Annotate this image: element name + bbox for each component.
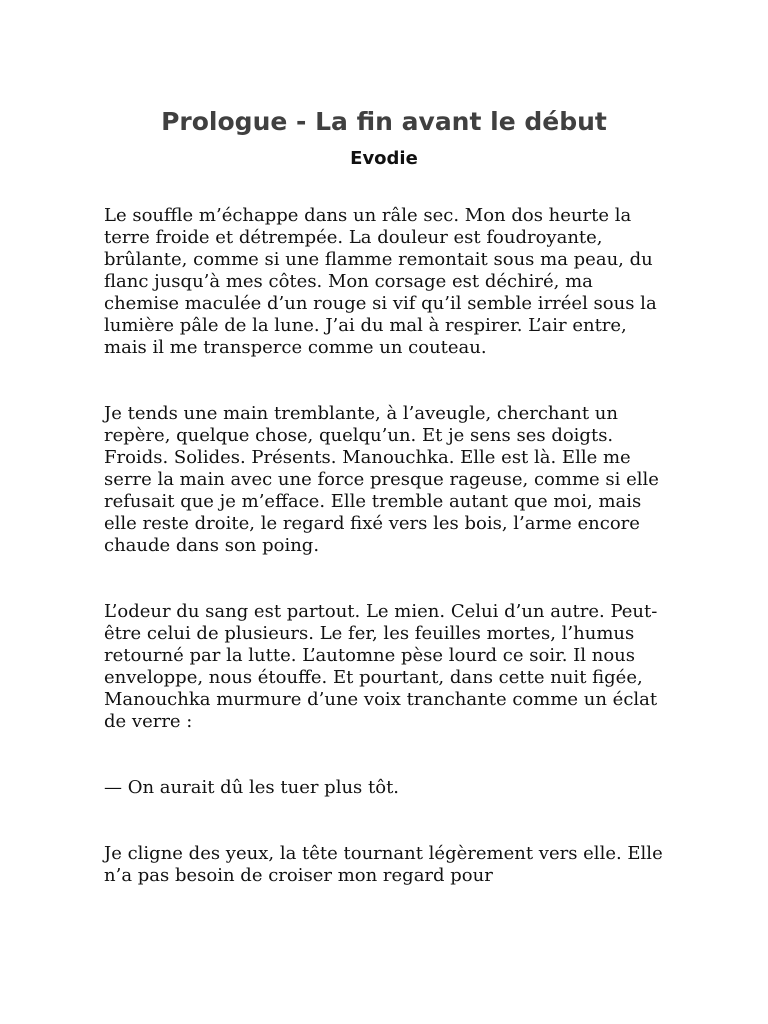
chapter-title: Prologue - La fin avant le début	[161, 107, 607, 136]
paragraph: L’odeur du sang est partout. Le mien. Celui d’un autre. Peut-être celui de plusieurs. Le fer, les feuilles mortes, l’humus retourné par la lutte. L’automne pèse lourd ce soir. Il nous enveloppe, nous étouffe. Et pourtant, dans cette nuit figée, Manouchka murmure d’une voix tranchante comme un éclat de verre :	[104, 601, 658, 732]
paragraph: Je tends une main tremblante, à l’aveugle, cherchant un repère, quelque chose, quelqu’un. Et je sens ses doigts. Froids. Solides. Présents. Manouchka. Elle est là. Elle me serre la main avec une force presque rageuse, comme si elle refusait que je m’efface. Elle tremble autant que moi, mais elle reste droite, le regard fixé vers les bois, l’arme encore chaude dans son poing.	[104, 403, 659, 556]
paragraph: Je cligne des yeux, la tête tournant légèrement vers elle. Elle n’a pas besoin de croiser mon regard pour	[104, 843, 663, 886]
body-text	[104, 205, 670, 931]
author-name: Evodie	[350, 148, 418, 169]
paragraph: Le souffle m’échappe dans un râle sec. Mon dos heurte la terre froide et détrempée. La douleur est foudroyante, brûlante, comme si une flamme remontait sous ma peau, du flanc jusqu’à mes côtes. Mon corsage est déchiré, ma chemise maculée d’un rouge si vif qu’il semble irréel sous la lumière pâle de la lune. J’ai du mal à respirer. L’air entre, mais il me transperce comme un couteau.	[104, 205, 657, 358]
dialogue-line: — On aurait dû les tuer plus tôt.	[104, 777, 400, 798]
